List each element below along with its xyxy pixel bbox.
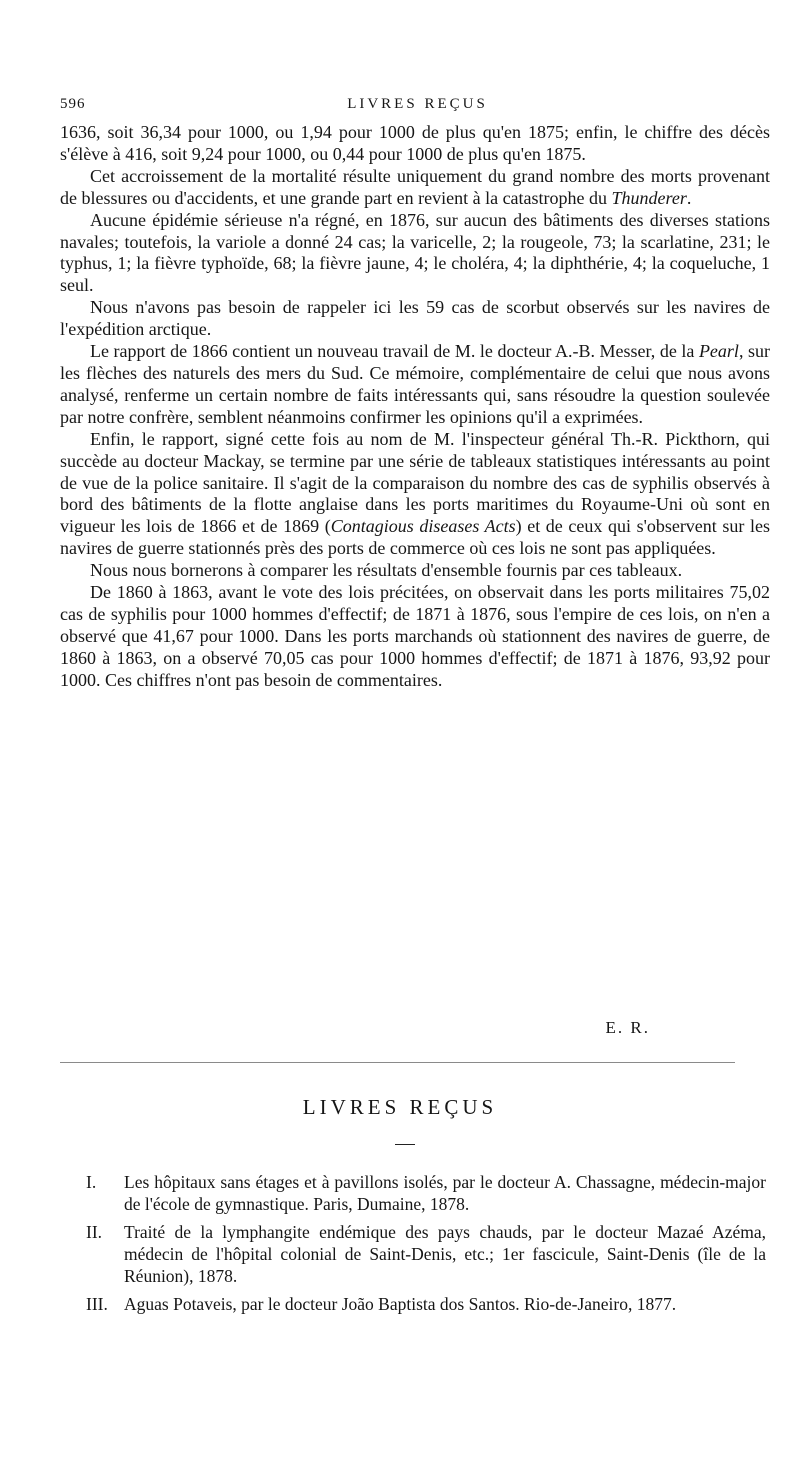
ship-name: Thunderer xyxy=(611,187,687,208)
page-number: 596 xyxy=(60,96,86,112)
paragraph-statistics: De 1860 à 1863, avant le vote des lois précitées, on observait dans les ports militaires 75,02 cas de syphilis pour 1000 hommes d'effectif; de 1871 à 1876, sous l'empire de ces lois, on n'en a observé que 41,67 pour 1000. Dans les ports marchands où stationnent des navires de guerre, de 1860 à 1863, on a observé 70,05 cas pour 1000 hommes d'effectif; de 1871 à 1876, 93,92 pour 1000. Ces chiffres n'ont pas besoin de commentaires. xyxy=(60,582,770,690)
running-title: LIVRES REÇUS xyxy=(347,96,488,112)
paragraph-messer-report xyxy=(60,341,770,429)
list-item xyxy=(86,1294,766,1316)
book-entry: Les hôpitaux sans étages et à pavillons isolés, par le docteur A. Chassagne, médecin-major de l'école de gymnastique. Paris, Dumaine, 1878. xyxy=(124,1172,766,1214)
paragraph-pickthorn-report xyxy=(60,429,770,560)
book-list xyxy=(86,1172,766,1321)
author-signature: E. R. xyxy=(605,1018,650,1037)
paragraph-text: Cet accroissement de la mortalité résulte uniquement du grand nombre des morts provenant de blessures ou d'accidents, et une grande part en revient à la catastrophe du xyxy=(60,165,770,208)
section-title: LIVRES REÇUS xyxy=(302,1095,498,1119)
section-divider xyxy=(60,1062,735,1063)
title-rule xyxy=(395,1144,415,1145)
book-entry: Traité de la lymphangite endémique des pays chauds, par le docteur Mazaé Azéma, médecin de l'hôpital colonial de Saint-Denis, etc.; 1er fascicule, Saint-Denis (île de la Réunion), 1878. xyxy=(124,1221,766,1286)
book-number: II. xyxy=(86,1221,103,1242)
paragraph-continued: 1636, soit 36,34 pour 1000, ou 1,94 pour 1000 de plus qu'en 1875; enfin, le chiffre des décès s'élève à 416, soit 9,24 pour 1000, ou 0,44 pour 1000 de plus qu'en 1875. xyxy=(60,122,770,164)
book-entry: Aguas Potaveis, par le docteur João Baptista dos Santos. Rio-de-Janeiro, 1877. xyxy=(124,1293,677,1314)
paragraph-text: , sur les flèches des naturels des mers du Sud. Ce mémoire, complémentaire de celui que nous avons analysé, renferme un certain nombre de faits intéressants qui, sans résoudre la question soulevée par notre confrère, semblent néanmoins confirmer les opinions qu'il a exprimées. xyxy=(60,341,770,427)
article-body xyxy=(60,122,770,692)
book-number: I. xyxy=(86,1172,97,1192)
paragraph-end: . xyxy=(686,187,692,208)
list-item xyxy=(86,1222,766,1288)
acts-name: Contagious diseases Acts xyxy=(330,516,516,537)
paragraph-epidemics: Aucune épidémie sérieuse n'a régné, en 1876, sur aucun des bâtiments des diverses stations navales; toutefois, la variole a donné 24 cas; la varicelle, 2; la rougeole, 73; la scarlatine, 231; le typhus, 1; la fièvre typhoïde, 68; la fièvre jaune, 4; le choléra, 4; la diphthérie, 4; la coqueluche, 1 seul. xyxy=(60,209,770,296)
paragraph-text: ) et de ceux qui s'observent sur les navires de guerre stationnés près des ports de commerce où ces lois ne sont pas appliquées. xyxy=(60,516,770,559)
running-head xyxy=(60,96,775,120)
paragraph-text: Enfin, le rapport, signé cette fois au nom de M. l'inspecteur général Th.-R. Pickthorn, qui succède au docteur Mackay, se termine par une série de tableaux statistiques intéressants au point de vue de la police sanitaire. Il s'agit de la comparaison du nombre des cas de syphilis observés à bord des bâtiments de la flotte anglaise dans les ports maritimes du Royaume-Uni où sont en vigueur les lois de 1866 et de 1869 ( xyxy=(60,428,770,537)
ship-name: Pearl xyxy=(698,341,739,362)
paragraph-mortality xyxy=(60,166,770,210)
book-number: III. xyxy=(86,1293,108,1314)
paragraph-text: Le rapport de 1866 contient un nouveau travail de M. le docteur A.-B. Messer, de la xyxy=(90,341,699,362)
list-item xyxy=(86,1172,766,1216)
paragraph-summary-intro: Nous nous bornerons à comparer les résultats d'ensemble fournis par ces tableaux. xyxy=(90,560,683,581)
paragraph-scurvy: Nous n'avons pas besoin de rappeler ici les 59 cas de scorbut observés sur les navires de l'expédition arctique. xyxy=(60,297,770,340)
